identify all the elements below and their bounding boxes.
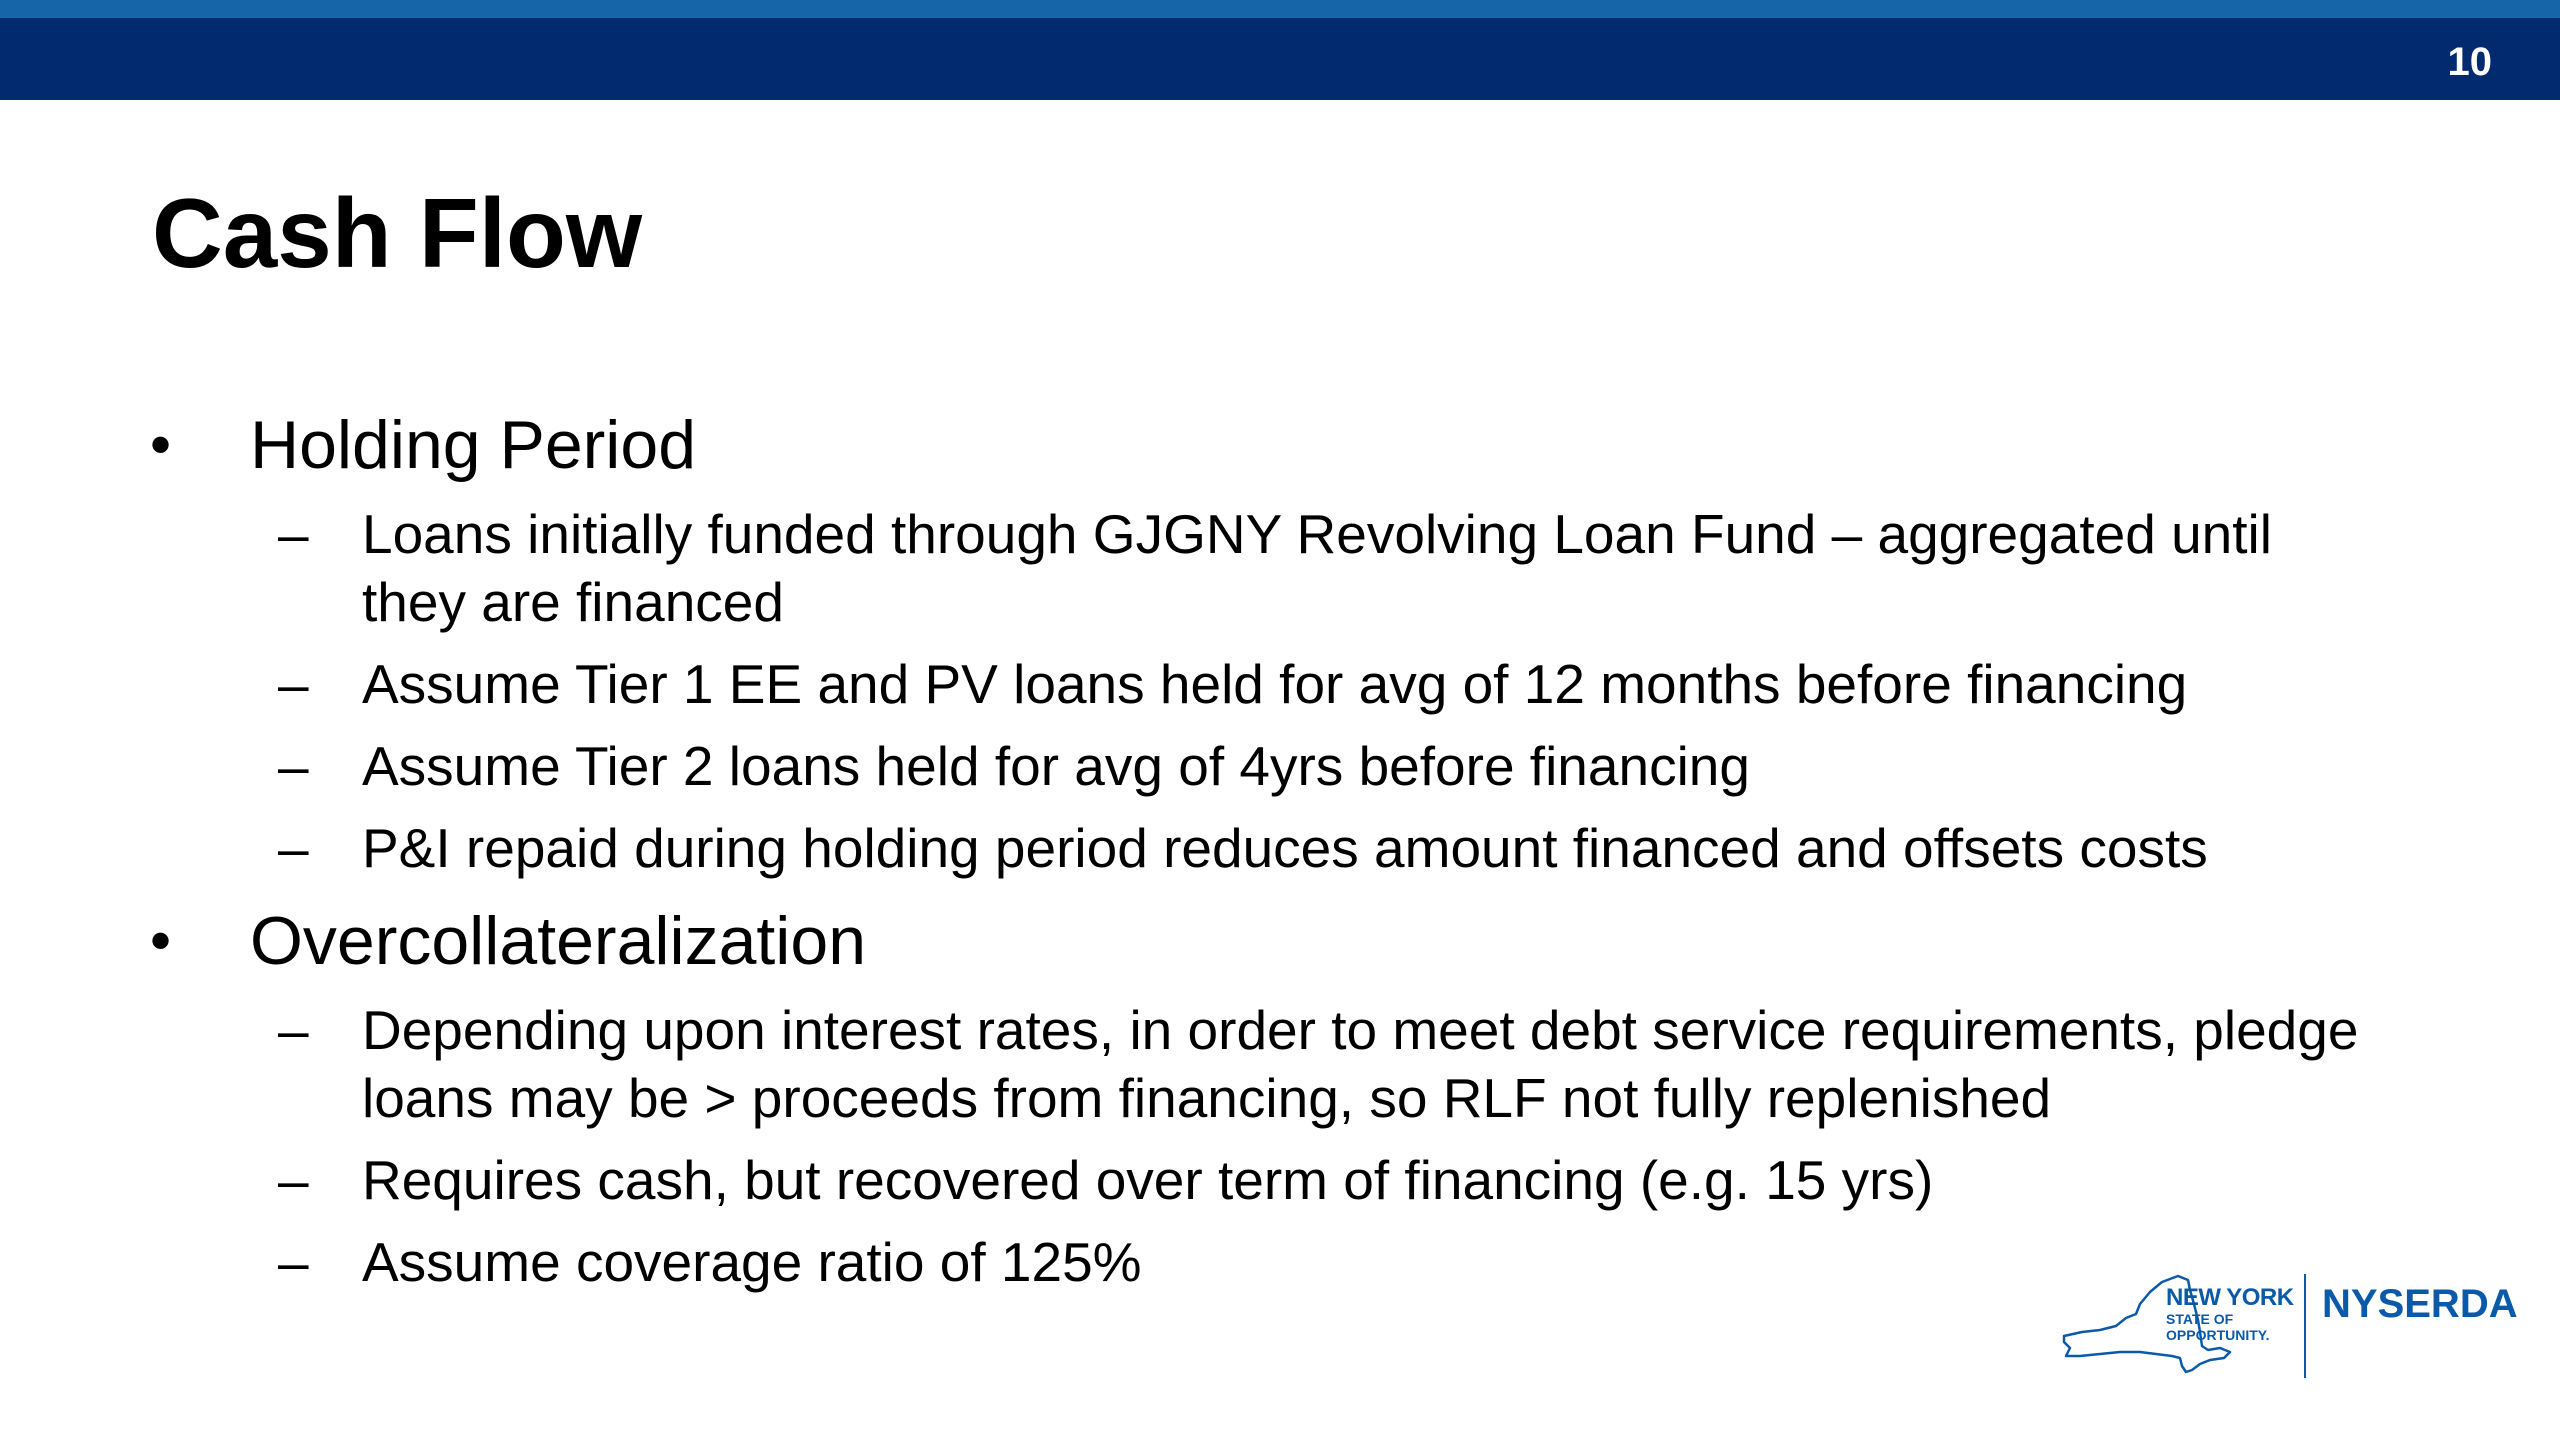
- sub-item: [150, 500, 2380, 636]
- dash-marker: –: [278, 1231, 309, 1293]
- bullet-label: Overcollateralization: [250, 903, 867, 979]
- sub-item-text: Assume coverage ratio of 125%: [362, 1231, 1142, 1293]
- slide-title: Cash Flow: [152, 178, 643, 288]
- ny-wordmark-line1: NEW YORK: [2166, 1284, 2294, 1311]
- dash-marker: –: [278, 1149, 309, 1211]
- header-stripe: [0, 0, 2560, 18]
- dash-marker: –: [278, 735, 309, 797]
- bullet-holding-period: [150, 400, 2380, 490]
- logo-divider: [2304, 1274, 2306, 1378]
- nyserda-logo: [2060, 1262, 2518, 1382]
- bullet-marker: •: [150, 907, 172, 974]
- bullet-label: Holding Period: [250, 407, 697, 483]
- dash-marker: –: [278, 653, 309, 715]
- sub-item: [150, 996, 2380, 1132]
- sub-item: [150, 1146, 2380, 1214]
- ny-wordmark-line3: OPPORTUNITY.: [2166, 1327, 2270, 1343]
- sub-item: [150, 1228, 2380, 1296]
- sub-item-text: Loans initially funded through GJGNY Revolving Loan Fund – aggregated until they are financed: [362, 503, 2272, 633]
- header-band: [0, 18, 2560, 100]
- sub-list-overcollateralization: [150, 996, 2380, 1296]
- sub-item: [150, 650, 2380, 718]
- sub-item-text: Requires cash, but recovered over term of financing (e.g. 15 yrs): [362, 1149, 1934, 1211]
- sub-item: [150, 814, 2380, 882]
- ny-state-wordmark: [2166, 1286, 2294, 1342]
- slide-number: 10: [2447, 40, 2492, 84]
- bullet-overcollateralization: [150, 896, 2380, 986]
- dash-marker: –: [278, 503, 309, 565]
- sub-item-text: P&I repaid during holding period reduces amount financed and offsets costs: [362, 817, 2208, 879]
- sub-item-text: Depending upon interest rates, in order to meet debt service requirements, pledge loans may be > proceeds from financing, so RLF not fully replenished: [362, 999, 2359, 1129]
- dash-marker: –: [278, 999, 309, 1061]
- ny-wordmark-line2: STATE OF: [2166, 1311, 2234, 1327]
- sub-list-holding-period: [150, 500, 2380, 882]
- sub-item-text: Assume Tier 1 EE and PV loans held for avg of 12 months before financing: [362, 653, 2188, 715]
- sub-item-text: Assume Tier 2 loans held for avg of 4yrs before financing: [362, 735, 1750, 797]
- slide-content: [150, 400, 2380, 1310]
- nyserda-wordmark: NYSERDA: [2322, 1282, 2518, 1326]
- dash-marker: –: [278, 817, 309, 879]
- sub-item: [150, 732, 2380, 800]
- bullet-marker: •: [150, 411, 172, 478]
